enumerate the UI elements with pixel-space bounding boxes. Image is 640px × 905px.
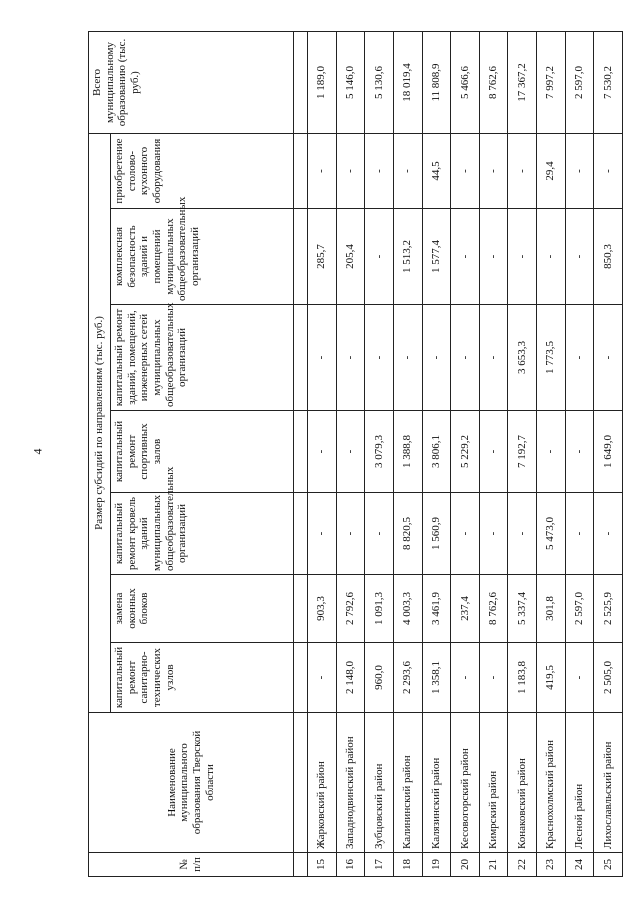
- value-cell-7: 29,4: [537, 134, 566, 209]
- value-cell-1: 1 358,1: [422, 643, 451, 713]
- district-name: Кимрский район: [479, 713, 508, 853]
- value-cell-2: 237,4: [451, 575, 480, 643]
- value-cell-7: -: [308, 134, 337, 209]
- header-col-3: капитальный ремонт кровель зданий муниципальных общеобразовательных организаций: [111, 493, 294, 575]
- value-cell-6: -: [565, 209, 594, 305]
- value-cell-6: 1 513,2: [393, 209, 422, 305]
- row-number: 20: [451, 853, 480, 877]
- value-cell-2: 2 792,6: [336, 575, 365, 643]
- total-cell: 5 146,0: [336, 32, 365, 134]
- value-cell-4: -: [336, 411, 365, 493]
- district-name: Зубцовский район: [365, 713, 394, 853]
- header-col-2: замена оконных блоков: [111, 575, 294, 643]
- value-cell-4: -: [479, 411, 508, 493]
- district-name: Калининский район: [393, 713, 422, 853]
- value-cell-1: -: [565, 643, 594, 713]
- value-cell-7: -: [393, 134, 422, 209]
- value-cell-7: 44,5: [422, 134, 451, 209]
- value-cell-1: 419,5: [537, 643, 566, 713]
- value-cell-3: -: [508, 493, 537, 575]
- value-cell-1: 2 293,6: [393, 643, 422, 713]
- table-row: [451, 32, 480, 877]
- value-cell-2: 2 525,9: [594, 575, 623, 643]
- header-col-5: капитальный ремонт зданий, помещений, инженерных сетей муниципальных общеобразовательных организаций: [111, 305, 294, 411]
- value-cell-1: 2 505,0: [594, 643, 623, 713]
- row-number: 21: [479, 853, 508, 877]
- value-cell-4: 1 649,0: [594, 411, 623, 493]
- value-cell-3: -: [365, 493, 394, 575]
- table-row: [308, 32, 337, 877]
- value-cell-3: 5 473,0: [537, 493, 566, 575]
- value-cell-6: 205,4: [336, 209, 365, 305]
- value-cell-4: 3 079,3: [365, 411, 394, 493]
- subsidy-table: [88, 31, 623, 877]
- total-cell: 1 189,0: [308, 32, 337, 134]
- table-row: [336, 32, 365, 877]
- table-row: [508, 32, 537, 877]
- total-cell: 18 019,4: [393, 32, 422, 134]
- row-number: 15: [308, 853, 337, 877]
- value-cell-5: -: [451, 305, 480, 411]
- table-row: [594, 32, 623, 877]
- value-cell-4: 3 806,1: [422, 411, 451, 493]
- value-cell-2: 301,8: [537, 575, 566, 643]
- value-cell-3: -: [308, 493, 337, 575]
- value-cell-2: 903,3: [308, 575, 337, 643]
- value-cell-6: -: [479, 209, 508, 305]
- value-cell-3: -: [565, 493, 594, 575]
- value-cell-5: -: [594, 305, 623, 411]
- value-cell-4: 1 388,8: [393, 411, 422, 493]
- row-number: 25: [594, 853, 623, 877]
- rotated-table-area: [88, 32, 623, 877]
- value-cell-6: 850,3: [594, 209, 623, 305]
- value-cell-2: 8 762,6: [479, 575, 508, 643]
- header-col-6: комплексная безопасность зданий и помещений муниципальных общеобразовательных организаций: [111, 209, 294, 305]
- row-number: 22: [508, 853, 537, 877]
- value-cell-7: -: [451, 134, 480, 209]
- header-no: № п/п: [89, 853, 294, 877]
- value-cell-6: -: [508, 209, 537, 305]
- total-cell: 7 530,2: [594, 32, 623, 134]
- value-cell-5: -: [565, 305, 594, 411]
- value-cell-7: -: [336, 134, 365, 209]
- value-cell-6: -: [451, 209, 480, 305]
- value-cell-5: -: [422, 305, 451, 411]
- district-name: Кесовогорский район: [451, 713, 480, 853]
- table-row: [393, 32, 422, 877]
- value-cell-2: 3 461,9: [422, 575, 451, 643]
- header-col-7: приобретение столово-кухонного оборудования: [111, 134, 294, 209]
- value-cell-1: -: [451, 643, 480, 713]
- total-cell: 11 808,9: [422, 32, 451, 134]
- district-name: Лихославльский район: [594, 713, 623, 853]
- table-row: [422, 32, 451, 877]
- value-cell-6: -: [365, 209, 394, 305]
- value-cell-1: 1 183,8: [508, 643, 537, 713]
- header-group: Размер субсидий по направлениям (тыс. руб.): [89, 134, 111, 713]
- value-cell-5: -: [336, 305, 365, 411]
- value-cell-7: -: [594, 134, 623, 209]
- value-cell-6: 1 577,4: [422, 209, 451, 305]
- value-cell-5: 3 653,3: [508, 305, 537, 411]
- table-body: [308, 32, 623, 877]
- value-cell-3: 8 820,5: [393, 493, 422, 575]
- total-cell: 17 367,2: [508, 32, 537, 134]
- total-cell: 8 762,6: [479, 32, 508, 134]
- table-row: [565, 32, 594, 877]
- value-cell-4: 7 192,7: [508, 411, 537, 493]
- table-row: [365, 32, 394, 877]
- header-total: Всего муниципальному образованию (тыс. руб.): [89, 32, 294, 134]
- value-cell-1: 960,0: [365, 643, 394, 713]
- value-cell-6: -: [537, 209, 566, 305]
- header-name: Наименование муниципального образования Тверской области: [89, 713, 294, 853]
- value-cell-4: -: [308, 411, 337, 493]
- row-number: 17: [365, 853, 394, 877]
- row-number: 18: [393, 853, 422, 877]
- value-cell-7: -: [479, 134, 508, 209]
- page-number: 4: [30, 448, 45, 455]
- district-name: Западнодвинский район: [336, 713, 365, 853]
- value-cell-3: -: [479, 493, 508, 575]
- total-cell: 2 597,0: [565, 32, 594, 134]
- value-cell-7: -: [508, 134, 537, 209]
- row-number: 16: [336, 853, 365, 877]
- district-name: Конаковский район: [508, 713, 537, 853]
- value-cell-5: 1 773,5: [537, 305, 566, 411]
- value-cell-1: 2 148,0: [336, 643, 365, 713]
- value-cell-2: 4 003,3: [393, 575, 422, 643]
- value-cell-1: -: [479, 643, 508, 713]
- header-col-4: капитальный ремонт спортивных залов: [111, 411, 294, 493]
- district-name: Калязинский район: [422, 713, 451, 853]
- value-cell-5: -: [479, 305, 508, 411]
- value-cell-5: -: [308, 305, 337, 411]
- total-cell: 7 997,2: [537, 32, 566, 134]
- value-cell-3: -: [451, 493, 480, 575]
- value-cell-4: -: [537, 411, 566, 493]
- value-cell-4: 5 229,2: [451, 411, 480, 493]
- total-cell: 5 130,6: [365, 32, 394, 134]
- header-col-1: капитальный ремонт санитарно-технических узлов: [111, 643, 294, 713]
- value-cell-4: -: [565, 411, 594, 493]
- value-cell-2: 5 337,4: [508, 575, 537, 643]
- row-number: 19: [422, 853, 451, 877]
- value-cell-2: 1 091,3: [365, 575, 394, 643]
- district-name: Жарковский район: [308, 713, 337, 853]
- table-row: [479, 32, 508, 877]
- value-cell-3: 1 560,9: [422, 493, 451, 575]
- value-cell-7: -: [365, 134, 394, 209]
- value-cell-7: -: [565, 134, 594, 209]
- value-cell-2: 2 597,0: [565, 575, 594, 643]
- district-name: Лесной район: [565, 713, 594, 853]
- value-cell-3: -: [336, 493, 365, 575]
- value-cell-5: -: [365, 305, 394, 411]
- district-name: Краснохолмский район: [537, 713, 566, 853]
- row-number: 24: [565, 853, 594, 877]
- value-cell-6: 285,7: [308, 209, 337, 305]
- total-cell: 5 466,6: [451, 32, 480, 134]
- value-cell-1: -: [308, 643, 337, 713]
- row-number: 23: [537, 853, 566, 877]
- value-cell-3: -: [594, 493, 623, 575]
- value-cell-5: -: [393, 305, 422, 411]
- table-row: [537, 32, 566, 877]
- table-sheet: [88, 32, 623, 877]
